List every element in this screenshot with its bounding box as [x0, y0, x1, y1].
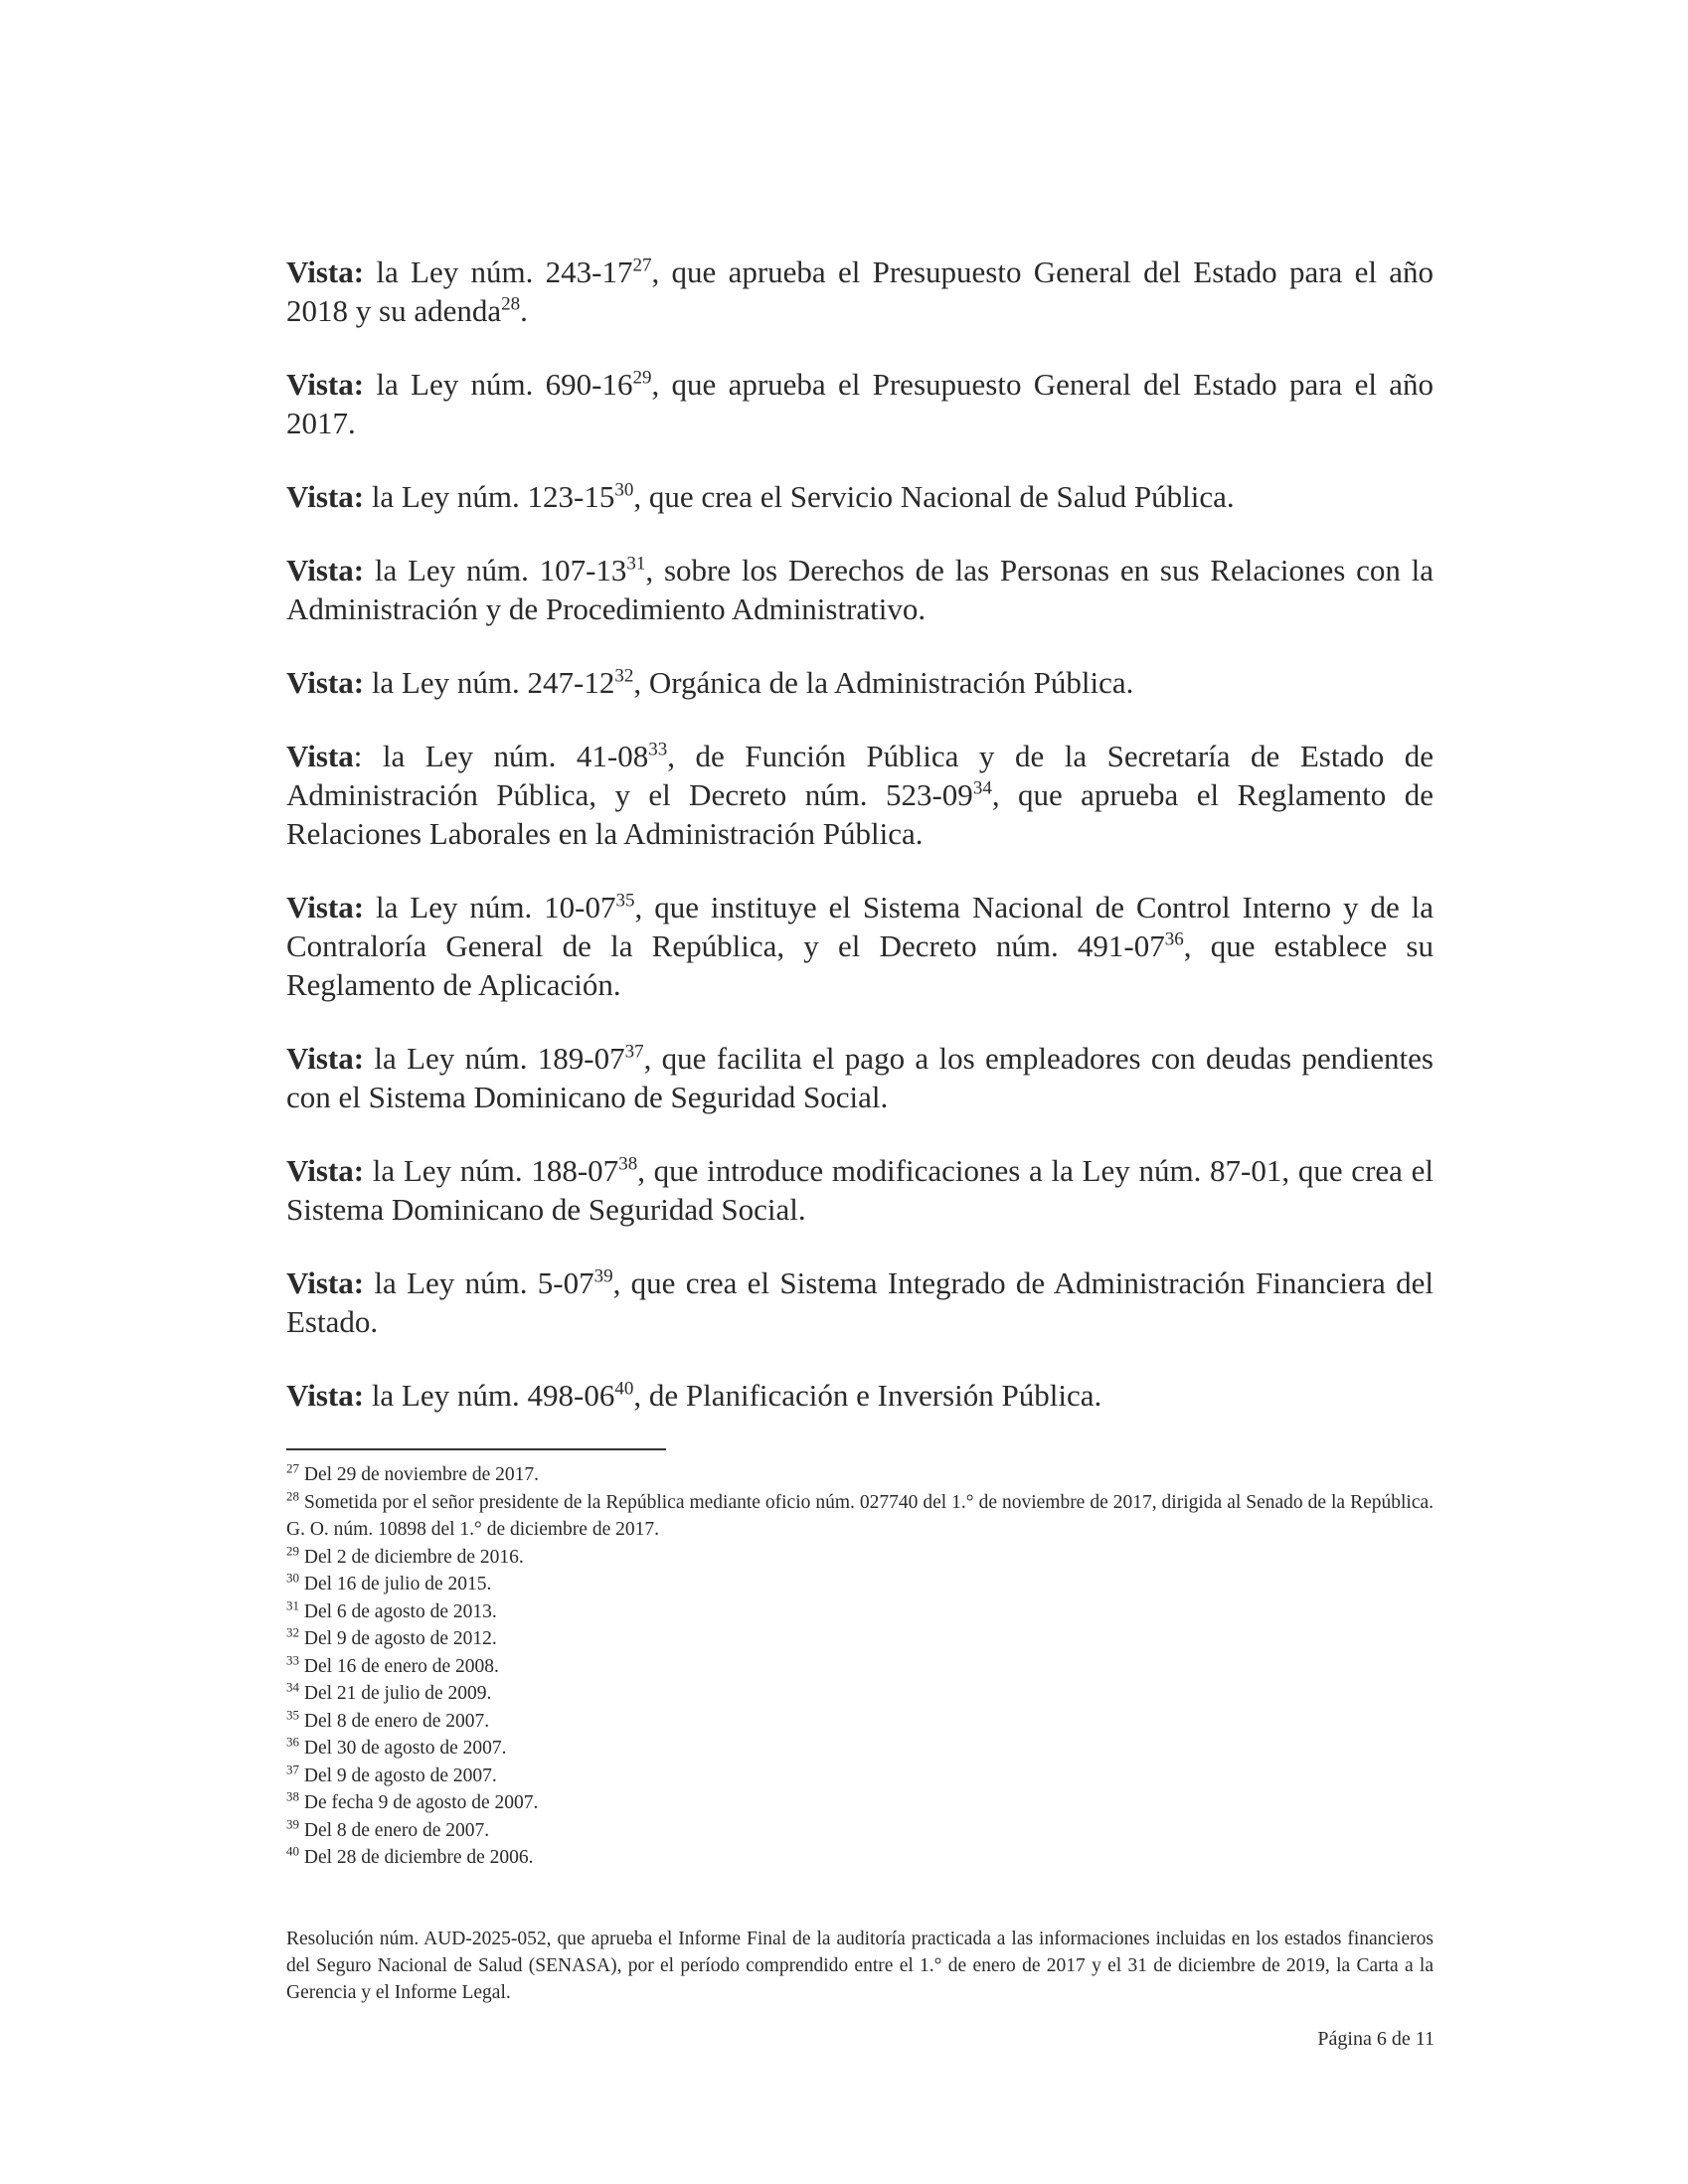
vista-text: , que aprueba el Presupuesto General del Estado para el año 2017.	[286, 367, 1434, 440]
footnote	[286, 1708, 1434, 1736]
footnote-text: Del 2 de diciembre de 2016.	[299, 1546, 524, 1568]
vista-text: , que aprueba el Presupuesto General del Estado para el año 2018 y su adenda	[286, 254, 1434, 328]
vista-text: la Ley núm. 243-17	[364, 254, 633, 289]
vista-text: la Ley núm. 5-07	[364, 1265, 594, 1300]
vista-label: Vista:	[286, 1265, 365, 1300]
vista-paragraph	[286, 365, 1434, 442]
vista-paragraph	[286, 252, 1434, 330]
vista-text: la Ley núm. 10-07	[364, 890, 616, 924]
body-text	[286, 252, 1434, 1449]
vista-text: , sobre los Derechos de las Personas en sus Relaciones con la Administración y de Procedimiento Administrativo.	[286, 553, 1434, 626]
vista-label: Vista:	[286, 553, 365, 588]
vista-text: , de Función Pública y de la Secretaría de Estado de Administración Pública, y el Decreto núm. 523-09	[286, 739, 1434, 812]
footnote-text: Del 29 de noviembre de 2017.	[299, 1464, 539, 1485]
footnote	[286, 1735, 1434, 1763]
footnote-number: 40	[286, 1843, 299, 1859]
footnote-number: 30	[286, 1570, 299, 1586]
footnote	[286, 1844, 1434, 1872]
footnote-ref: 31	[626, 553, 646, 575]
footnote-ref: 27	[632, 254, 652, 276]
footnote	[286, 1680, 1434, 1708]
vista-text: la Ley núm. 690-16	[364, 367, 633, 402]
vista-label: Vista:	[286, 665, 365, 700]
vista-text: , que introduce modificaciones a la Ley núm. 87-01, que crea el Sistema Dominicano de Seguridad Social.	[286, 1153, 1434, 1227]
footnote-ref: 40	[614, 1378, 634, 1400]
vista-text: , que instituye el Sistema Nacional de Control Interno y de la Contraloría General de la República, y el Decreto núm. 491-07	[286, 890, 1434, 963]
footnote-text: Del 16 de julio de 2015.	[299, 1574, 492, 1595]
vista-text: , que establece su Reglamento de Aplicación.	[286, 928, 1434, 1002]
vista-label: Vista:	[286, 1378, 365, 1413]
vista-paragraph	[286, 1376, 1434, 1415]
footnote	[286, 1625, 1434, 1653]
vista-paragraph	[286, 1263, 1434, 1341]
vista-text: la Ley núm. 498-06	[364, 1378, 615, 1413]
vista-paragraph	[286, 1039, 1434, 1116]
footnote-number: 29	[286, 1543, 299, 1558]
footnote-ref: 37	[624, 1041, 644, 1063]
vista-text: : la Ley núm. 41-08	[353, 739, 649, 773]
footnote-text: Sometida por el señor presidente de la República mediante oficio núm. 027740 del 1.° de noviembre de 2017, dirigida al Senado de la República. G. O. núm. 10898 del 1.° de diciembre de 2017.	[286, 1491, 1434, 1540]
footnote-ref: 33	[648, 739, 668, 760]
footnote-text: Del 9 de agosto de 2012.	[299, 1628, 497, 1649]
vista-label: Vista:	[286, 890, 365, 924]
vista-text: , Orgánica de la Administración Pública.	[633, 665, 1134, 700]
footnote-ref: 35	[615, 890, 635, 912]
footnote-ref: 28	[501, 293, 521, 315]
vista-text: , que crea el Sistema Integrado de Administración Financiera del Estado.	[286, 1265, 1434, 1339]
footnote-text: Del 16 de enero de 2008.	[299, 1655, 499, 1677]
vista-label: Vista:	[286, 254, 365, 289]
vista-paragraph	[286, 477, 1434, 516]
footnote-text: Del 8 de enero de 2007.	[299, 1710, 490, 1732]
vista-paragraph	[286, 551, 1434, 628]
footnote-number: 38	[286, 1788, 299, 1804]
footnote-text: Del 30 de agosto de 2007.	[299, 1738, 507, 1759]
footnote-text: Del 28 de diciembre de 2006.	[299, 1847, 534, 1868]
resolution-footer: Resolución núm. AUD-2025-052, que aprueba el Informe Final de la auditoría practicada a las informaciones incluidas en los estados financieros del Seguro Nacional de Salud (SENASA), por el período comprendido entre el 1.° de enero de 2017 y el 31 de diciembre de 2019, la Carta a la Gerencia y el Informe Legal.	[286, 1929, 1434, 2003]
footnote-text: Del 21 de julio de 2009.	[299, 1683, 492, 1704]
vista-text: , que facilita el pago a los empleadores con deudas pendientes con el Sistema Dominicano de Seguridad Social.	[286, 1041, 1434, 1114]
footnote-number: 36	[286, 1734, 299, 1750]
vista-text: la Ley núm. 107-13	[364, 553, 627, 588]
footnote-ref: 32	[614, 665, 634, 687]
footnote-text: Del 9 de agosto de 2007.	[299, 1764, 497, 1786]
vista-text: .	[520, 293, 528, 328]
vista-label: Vista:	[286, 367, 365, 402]
footnote-text: Del 8 de enero de 2007.	[299, 1819, 490, 1841]
footnote	[286, 1598, 1434, 1626]
footnote-ref: 30	[614, 479, 634, 501]
footnote	[286, 1817, 1434, 1845]
vista-text: , de Planificación e Inversión Pública.	[633, 1378, 1102, 1413]
footnote-number: 34	[286, 1679, 299, 1695]
vista-text: la Ley núm. 188-07	[364, 1153, 619, 1188]
footnote-ref: 34	[972, 777, 992, 799]
vista-text: la Ley núm. 123-15	[364, 479, 615, 514]
vista-text: , que aprueba el Reglamento de Relaciones Laborales en la Administración Pública.	[286, 777, 1434, 851]
footnote-ref: 39	[593, 1265, 613, 1287]
vista-text: la Ley núm. 247-12	[364, 665, 615, 700]
footnote-number: 33	[286, 1652, 299, 1667]
footnote	[286, 1489, 1434, 1544]
vista-label: Vista:	[286, 1153, 365, 1188]
footnote	[286, 1571, 1434, 1598]
vista-text: , que crea el Servicio Nacional de Salud Pública.	[633, 479, 1235, 514]
vista-label: Vista:	[286, 479, 365, 514]
footnote-number: 32	[286, 1624, 299, 1640]
footnote	[286, 1653, 1434, 1681]
footnote	[286, 1763, 1434, 1790]
footnote-ref: 38	[618, 1153, 638, 1175]
footnote-text: Del 6 de agosto de 2013.	[299, 1600, 497, 1622]
footnote-number: 31	[286, 1597, 299, 1612]
footnote	[286, 1461, 1434, 1489]
footnote-separator	[286, 1448, 666, 1450]
footnote-number: 28	[286, 1488, 299, 1503]
footnote-number: 37	[286, 1762, 299, 1776]
footnote-number: 39	[286, 1816, 299, 1831]
vista-text: la Ley núm. 189-07	[364, 1041, 625, 1076]
vista-paragraph	[286, 1151, 1434, 1229]
footnotes	[286, 1461, 1434, 1872]
footnote-number: 27	[286, 1460, 299, 1476]
vista-label: Vista	[286, 739, 354, 773]
footnote-ref: 29	[632, 367, 652, 389]
vista-paragraph	[286, 888, 1434, 1004]
vista-paragraph	[286, 737, 1434, 853]
page-number: Página 6 de 11	[1317, 2028, 1435, 2050]
footnote-number: 35	[286, 1707, 299, 1722]
footnote-text: De fecha 9 de agosto de 2007.	[299, 1792, 539, 1813]
footnote	[286, 1789, 1434, 1817]
vista-paragraph	[286, 663, 1434, 702]
vista-label: Vista:	[286, 1041, 365, 1076]
footnote	[286, 1544, 1434, 1572]
footnote-ref: 36	[1164, 928, 1184, 950]
